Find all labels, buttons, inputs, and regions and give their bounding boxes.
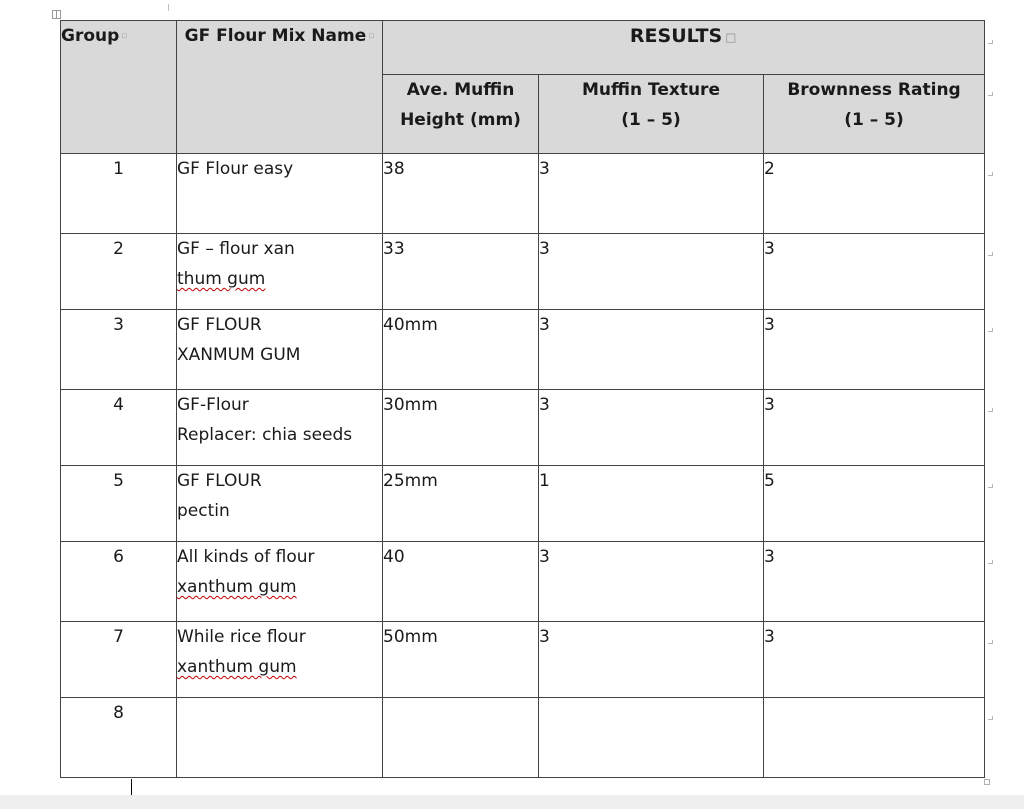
header-muffin-texture[interactable] (539, 75, 764, 154)
mix-name-line2: pectin (177, 501, 230, 521)
table-move-handle-icon[interactable] (52, 10, 61, 19)
group-cell[interactable]: 2 (61, 234, 177, 310)
table-row (61, 622, 985, 698)
brownness-cell[interactable]: 3 (764, 310, 985, 390)
header-group[interactable]: Group ▫ (61, 21, 177, 154)
table-row (61, 234, 985, 310)
mix-name-line2: XANMUM GUM (177, 345, 301, 365)
brownness-cell[interactable]: 3 (764, 234, 985, 310)
row-end-mark-icon (988, 716, 993, 720)
texture-cell[interactable]: 1 (539, 466, 764, 542)
mix-name-line1: GF FLOUR (177, 315, 262, 335)
brownness-cell[interactable] (764, 698, 985, 778)
results-table (60, 20, 985, 778)
group-cell[interactable]: 8 (61, 698, 177, 778)
brownness-cell[interactable]: 3 (764, 542, 985, 622)
row-end-mark-icon (988, 40, 993, 44)
mix-name-line2: Replacer: chia seeds (177, 425, 353, 445)
row-end-mark-icon (988, 484, 993, 488)
table-row (61, 390, 985, 466)
texture-cell[interactable]: 3 (539, 390, 764, 466)
brownness-cell[interactable]: 5 (764, 466, 985, 542)
group-cell[interactable]: 7 (61, 622, 177, 698)
height-cell[interactable]: 50mm (383, 622, 539, 698)
mix-name-line1: While rice flour (177, 627, 306, 647)
mix-name-line2: xanthum gum (177, 657, 297, 677)
mix-name-line1: All kinds of flour (177, 547, 315, 567)
table-row (61, 154, 985, 234)
header-brownness-line1: Brownness Rating (787, 80, 961, 100)
row-end-mark-icon (988, 560, 993, 564)
table-row (61, 542, 985, 622)
height-cell[interactable]: 30mm (383, 390, 539, 466)
mix-name-line1: GF FLOUR (177, 471, 262, 491)
header-muffin-height-line2: Height (mm) (400, 110, 521, 130)
height-cell[interactable]: 25mm (383, 466, 539, 542)
height-cell[interactable]: 40mm (383, 310, 539, 390)
mix-name-cell[interactable] (177, 390, 383, 466)
table-resize-handle-icon[interactable] (984, 779, 990, 785)
group-cell[interactable]: 5 (61, 466, 177, 542)
row-end-mark-icon (988, 92, 993, 96)
page-gap (0, 795, 1024, 809)
row-end-mark-icon (988, 252, 993, 256)
mix-name-line1: GF Flour easy (177, 159, 294, 179)
header-muffin-texture-line1: Muffin Texture (582, 80, 720, 100)
ruler-tick-mark (168, 4, 169, 11)
mix-name-line1: GF-Flour (177, 395, 249, 415)
height-cell[interactable]: 33 (383, 234, 539, 310)
texture-cell[interactable]: 3 (539, 154, 764, 234)
mix-name-cell[interactable] (177, 310, 383, 390)
header-muffin-height-line1: Ave. Muffin (406, 80, 515, 100)
group-cell[interactable]: 6 (61, 542, 177, 622)
texture-cell[interactable]: 3 (539, 234, 764, 310)
group-cell[interactable]: 1 (61, 154, 177, 234)
texture-cell[interactable]: 3 (539, 310, 764, 390)
brownness-cell[interactable]: 2 (764, 154, 985, 234)
row-end-mark-icon (988, 172, 993, 176)
texture-cell[interactable]: 3 (539, 542, 764, 622)
table-row (61, 310, 985, 390)
header-results[interactable]: RESULTS ▫ (383, 21, 985, 75)
table-row (61, 698, 985, 778)
mix-name-cell[interactable] (177, 466, 383, 542)
group-cell[interactable]: 3 (61, 310, 177, 390)
mix-name-cell[interactable] (177, 154, 383, 234)
header-mix-name[interactable]: GF Flour Mix Name ▫ (177, 21, 383, 154)
mix-name-line1: GF – flour xan (177, 239, 295, 259)
mix-name-line2: thum gum (177, 269, 266, 289)
mix-name-line2: xanthum gum (177, 577, 297, 597)
mix-name-cell[interactable] (177, 622, 383, 698)
text-cursor (131, 779, 132, 795)
height-cell[interactable] (383, 698, 539, 778)
group-cell[interactable]: 4 (61, 390, 177, 466)
row-end-mark-icon (988, 328, 993, 332)
header-brownness-line2: (1 – 5) (844, 110, 904, 130)
header-muffin-texture-line2: (1 – 5) (621, 110, 681, 130)
header-muffin-height[interactable] (383, 75, 539, 154)
texture-cell[interactable] (539, 698, 764, 778)
row-end-mark-icon (988, 640, 993, 644)
mix-name-cell[interactable] (177, 234, 383, 310)
brownness-cell[interactable]: 3 (764, 390, 985, 466)
brownness-cell[interactable]: 3 (764, 622, 985, 698)
header-brownness-rating[interactable] (764, 75, 985, 154)
texture-cell[interactable]: 3 (539, 622, 764, 698)
height-cell[interactable]: 38 (383, 154, 539, 234)
mix-name-cell[interactable] (177, 542, 383, 622)
table-row (61, 466, 985, 542)
height-cell[interactable]: 40 (383, 542, 539, 622)
mix-name-cell[interactable] (177, 698, 383, 778)
row-end-mark-icon (988, 408, 993, 412)
